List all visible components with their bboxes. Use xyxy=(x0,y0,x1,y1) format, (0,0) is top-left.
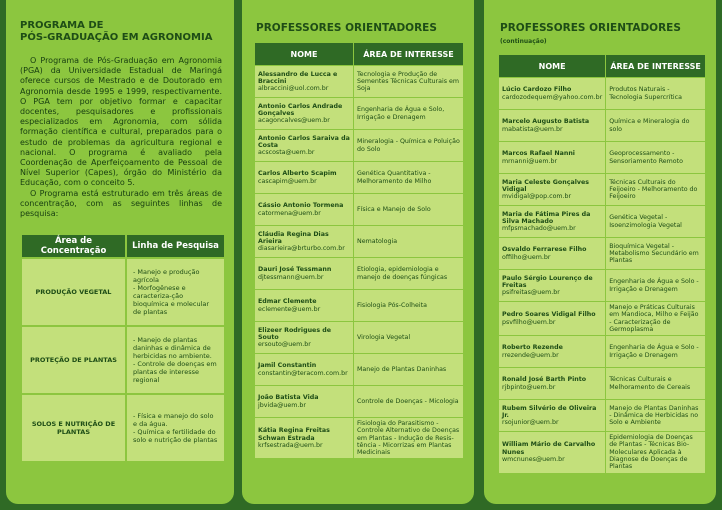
professor-row xyxy=(499,368,705,399)
professor-email: constantin@teracom.com.br xyxy=(258,369,348,377)
professor-cell xyxy=(255,226,353,257)
professor-email: acagoncalves@uem.br xyxy=(258,117,330,125)
professor-row xyxy=(499,110,705,141)
professor-email: jbvida@uem.br xyxy=(258,401,306,409)
professor-email: ersouto@uem.br xyxy=(258,341,311,349)
professor-interest: Mineralogia - Química e Poluição do Solo xyxy=(354,130,463,161)
research-lines xyxy=(127,327,224,393)
areas-header-concentration: Área de Concentração xyxy=(22,235,125,257)
professor-row xyxy=(499,302,705,335)
professor-name: Pedro Soares Vidigal Filho xyxy=(502,311,596,319)
professor-name: Osvaldo Ferrarese Filho xyxy=(502,246,587,254)
professor-email: rrezende@uem.br xyxy=(502,351,559,359)
research-line: - Manejo e produção agrícola xyxy=(133,268,200,285)
professor-cell xyxy=(255,162,353,193)
program-title-line1: PROGRAMA DE xyxy=(20,20,104,31)
professor-name: William Mário de Carvalho Nunes xyxy=(502,441,596,456)
areas-header-research: Linha de Pesquisa xyxy=(127,235,224,257)
professor-name: Paulo Sérgio Lourenço de Freitas xyxy=(502,274,593,289)
professor-interest: Tecnologia e Produção de Sementes Técnicas Culturais em Soja xyxy=(354,66,463,97)
professor-interest: Engenharia de Água e Solo - Irrigação e Drenagem xyxy=(606,336,705,367)
professor-cell xyxy=(255,386,353,417)
professor-name: Marcelo Augusto Batista xyxy=(502,118,590,126)
professors-continued-panel xyxy=(484,0,716,504)
professor-cell xyxy=(255,98,353,129)
professor-name: Marcos Rafael Nanni xyxy=(502,150,575,158)
header-name: NOME xyxy=(255,43,353,65)
research-line: - Controle de doenças em plantas de interesse regional xyxy=(133,360,217,385)
header-area: ÁREA DE INTERESSE xyxy=(606,55,705,77)
professor-row xyxy=(255,258,463,289)
professor-cell xyxy=(499,336,605,367)
professor-email: djtessmann@uem.br xyxy=(258,273,324,281)
professor-cell xyxy=(255,418,353,458)
professor-email: rjbpinto@uem.br xyxy=(502,383,556,391)
professor-cell xyxy=(255,258,353,289)
professor-name: Antonio Carlos Andrade Gonçalves xyxy=(258,102,343,117)
area-row xyxy=(22,259,224,325)
professor-interest: Geoprocessamento - Sensoriamento Remoto xyxy=(606,142,705,173)
professor-email: albraccini@uol.com.br xyxy=(258,85,329,93)
area-row xyxy=(22,327,224,393)
professors-continued-title xyxy=(500,22,706,46)
professor-row xyxy=(255,66,463,97)
professor-cell xyxy=(255,194,353,225)
professor-row xyxy=(255,194,463,225)
professor-email: catormena@uem.br xyxy=(258,209,321,217)
professor-email: acscosta@uem.br xyxy=(258,149,315,157)
professor-row xyxy=(255,290,463,321)
professor-row xyxy=(499,432,705,472)
professor-row xyxy=(499,400,705,431)
professors-title: PROFESSORES ORIENTADORES xyxy=(256,22,437,34)
professor-interest: Engenharia de Água e Solo, Irrigação e Drenagem xyxy=(354,98,463,129)
professor-row xyxy=(255,226,463,257)
professor-cell xyxy=(499,174,605,205)
professor-interest: Controle de Doenças - Micologia xyxy=(354,386,463,417)
professor-row xyxy=(255,162,463,193)
professor-email: mfpsmachado@uem.br xyxy=(502,225,576,233)
professor-cell xyxy=(499,110,605,141)
professor-row xyxy=(255,354,463,385)
header-name: NOME xyxy=(499,55,605,77)
professor-name: Alessandro de Lucca e Braccini xyxy=(258,70,338,85)
professor-name: Ronald José Barth Pinto xyxy=(502,376,587,384)
professor-row xyxy=(499,174,705,205)
professor-cell xyxy=(255,354,353,385)
professor-interest: Fisiologia Pós-Colheita xyxy=(354,290,463,321)
professor-cell xyxy=(499,302,605,335)
intro-paragraph-1: O Programa de Pós-Graduação em Agronomia (PGA) da Universidade Estadual de Maringá oferece cursos de Mestrado e de Doutorado em Agronomia desde 1995 e 1999, respectivamente. O PGA tem por objetivo formar e capacitar docentes, pesquisadores e profissionais especializados em Agronomia, com sólida formação científica e cultural, preparados para o estudo de problemas da agricultura regional e nacional. O programa é avaliado pela Coordenação de Aperfeiçoamento de Pessoal de Nível Superior (Capes), órgão do Ministério da Educação, com o conceito 5. xyxy=(20,56,222,188)
professor-interest: Genética Quantitativa - Melhoramento de Milho xyxy=(354,162,463,193)
intro-panel xyxy=(6,0,234,504)
professor-row xyxy=(255,130,463,161)
research-lines xyxy=(127,395,224,461)
professor-name: Jamil Constantin xyxy=(258,362,317,370)
professor-cell xyxy=(499,270,605,301)
professor-cell xyxy=(255,130,353,161)
professor-cell xyxy=(499,432,605,472)
professor-email: mabatista@uem.br xyxy=(502,125,563,133)
professor-cell xyxy=(499,368,605,399)
professor-interest: Nematologia xyxy=(354,226,463,257)
research-lines xyxy=(127,259,224,325)
areas-header-row xyxy=(22,235,224,257)
professor-name: Cláudia Regina Dias Arieira xyxy=(258,230,329,245)
professor-name: João Batista Vida xyxy=(258,394,319,402)
professor-name: Rubem Silvério de Oliveira Jr. xyxy=(502,404,597,420)
research-line: - Manejo de plantas daninhas e dinâmica de herbicidas no ambiente. xyxy=(133,336,212,361)
professors-panel xyxy=(242,0,474,504)
professors-header-row xyxy=(255,43,463,65)
intro-text xyxy=(20,56,222,219)
professor-cell xyxy=(255,322,353,353)
professor-interest: Fisiologia do Parasitismo - Controle Alternativo de Doenças em Plantas - Indução de Resis-tência - Micorrizas em Plantas Medicinais xyxy=(354,418,463,458)
professor-email: cardozodequem@yahoo.com.br xyxy=(502,93,603,101)
professor-row xyxy=(499,142,705,173)
professor-name: Kátia Regina Freitas Schwan Estrada xyxy=(258,427,330,442)
professors-table xyxy=(254,42,464,459)
intro-paragraph-2: O Programa está estruturado em três áreas de concentração, com as seguintes linhas de pesquisa: xyxy=(20,188,222,219)
professor-interest: Virologia Vegetal xyxy=(354,322,463,353)
professor-row xyxy=(255,98,463,129)
professor-interest: Engenharia de Água e Solo - Irrigação e Drenagem xyxy=(606,270,705,301)
professor-interest: Manejo de Plantas Daninhas xyxy=(354,354,463,385)
research-line: - Física e manejo do solo e da água. xyxy=(133,412,214,429)
professor-interest: Genética Vegetal - Isoenzimologia Vegetal xyxy=(606,206,705,237)
professor-interest: Etiologia, epidemiologia e manejo de doenças fúngicas xyxy=(354,258,463,289)
program-title-line2: PÓS-GRADUAÇÃO EM AGRONOMIA xyxy=(20,32,213,43)
professor-name: Antonio Carlos Saraiva da Costa xyxy=(258,134,350,149)
professor-cell xyxy=(255,66,353,97)
header-area: ÁREA DE INTERESSE xyxy=(354,43,463,65)
professor-name: Cássio Antonio Tormena xyxy=(258,202,344,210)
professor-row xyxy=(499,270,705,301)
professor-row xyxy=(499,206,705,237)
professor-name: Roberto Rezende xyxy=(502,344,563,352)
professor-cell xyxy=(499,400,605,431)
professor-row xyxy=(255,418,463,458)
professor-email: diasarieira@brturbo.com.br xyxy=(258,245,345,253)
area-name: PROTEÇÃO DE PLANTAS xyxy=(22,327,125,393)
professor-interest: Técnicas Culturais e Melhoramento de Cereais xyxy=(606,368,705,399)
professor-email: mvidigal@pop.com.br xyxy=(502,193,572,201)
professor-cell xyxy=(499,142,605,173)
area-row xyxy=(22,395,224,461)
areas-table xyxy=(20,233,226,463)
professor-email: cascapim@uem.br xyxy=(258,177,317,185)
professor-email: rsojunior@uem.br xyxy=(502,419,559,427)
professors-continued-header-row xyxy=(499,55,705,77)
professor-name: Carlos Alberto Scapim xyxy=(258,170,337,178)
professor-cell xyxy=(499,78,605,109)
professor-interest: Produtos Naturais - Tecnologia Supercrítica xyxy=(606,78,705,109)
professor-name: Lúcio Cardozo Filho xyxy=(502,86,572,94)
professor-name: Maria Celeste Gonçalves Vidigal xyxy=(502,178,590,193)
professors-continued-table xyxy=(498,54,706,474)
professor-email: wmcnunes@uem.br xyxy=(502,456,565,464)
area-name: PRODUÇÃO VEGETAL xyxy=(22,259,125,325)
professor-row xyxy=(499,238,705,269)
professor-name: Edmar Clemente xyxy=(258,298,317,306)
professor-email: krfsestrada@uem.br xyxy=(258,441,323,449)
continuation-note: (continuação) xyxy=(500,38,547,45)
professor-interest: Bioquímica Vegetal - Metabolismo Secundário em Plantas xyxy=(606,238,705,269)
research-line: - Química e fertilidade do solo e nutrição de plantas xyxy=(133,428,218,445)
professor-interest: Epidemiologia de Doenças de Plantas - Técnicas Bio-Moleculares Aplicada à Diagnose de Doenças de Plantas xyxy=(606,432,705,472)
professor-row xyxy=(255,386,463,417)
professor-name: Maria de Fátima Pires da Silva Machado xyxy=(502,210,591,225)
professor-email: psifreitas@uem.br xyxy=(502,289,560,297)
professor-row xyxy=(255,322,463,353)
professors-continued-title-text: PROFESSORES ORIENTADORES xyxy=(500,22,681,34)
professor-email: mrnanni@uem.br xyxy=(502,157,558,165)
professor-interest: Química e Mineralogia do solo xyxy=(606,110,705,141)
professor-email: offilho@uem.br xyxy=(502,253,551,261)
professor-row xyxy=(499,336,705,367)
professor-email: eclemente@uem.br xyxy=(258,305,321,313)
professor-name: Elizeer Rodrigues de Souto xyxy=(258,326,332,341)
research-line: - Morfogênese e caracteriza-ção bioquímica e molecular de plantas xyxy=(133,284,210,317)
professor-row xyxy=(499,78,705,109)
professor-email: psvfilho@uem.br xyxy=(502,318,556,326)
professor-interest: Manejo e Práticas Culturais em Mandioca, Milho e Feijão - Caracterização de Germoplasma xyxy=(606,302,705,335)
professor-interest: Física e Manejo de Solo xyxy=(354,194,463,225)
area-name: SOLOS E NUTRIÇÃO DE PLANTAS xyxy=(22,395,125,461)
professor-interest: Manejo de Plantas Daninhas - Dinâmica de Herbicidas no Solo e Ambiente xyxy=(606,400,705,431)
professor-cell xyxy=(499,206,605,237)
professor-cell xyxy=(499,238,605,269)
professor-cell xyxy=(255,290,353,321)
professor-name: Dauri José Tessmann xyxy=(258,266,332,274)
professor-interest: Técnicas Culturais do Feijoeiro - Melhoramento do Feijoeiro xyxy=(606,174,705,205)
